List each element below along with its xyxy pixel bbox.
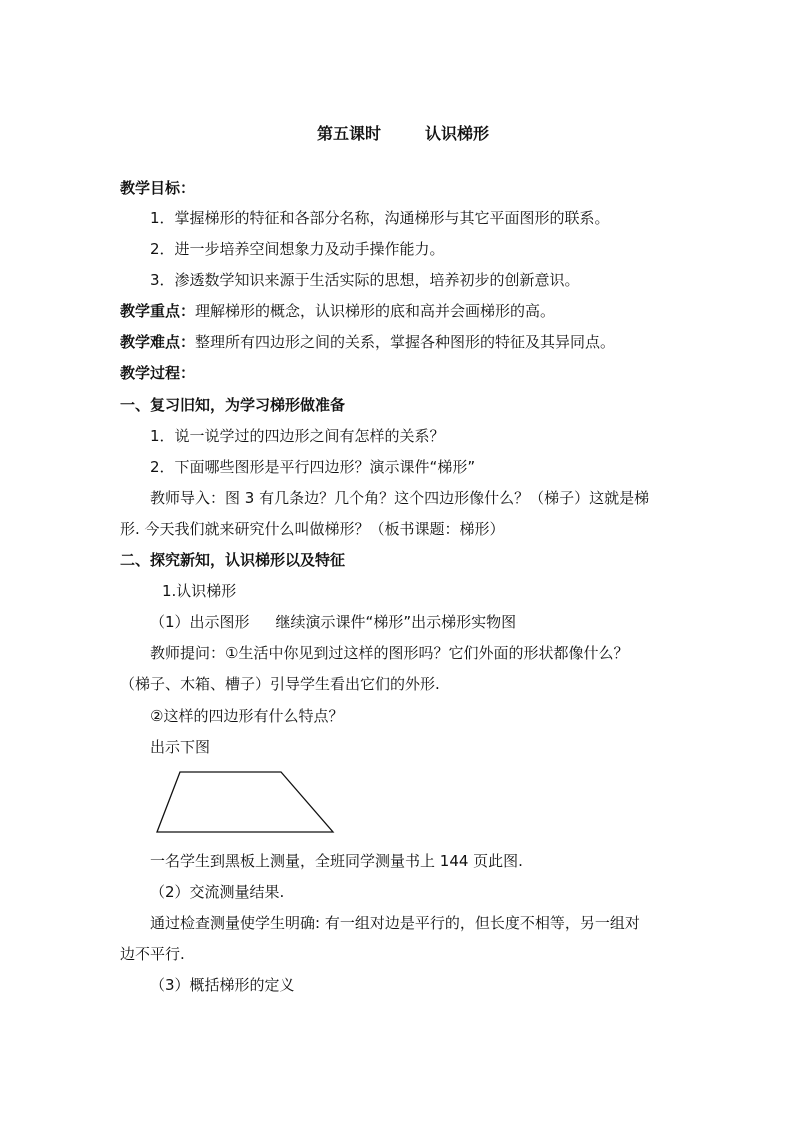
key-point-label: 教学重点： bbox=[120, 302, 196, 320]
trapezoid-shape bbox=[157, 772, 333, 832]
goal-item-2: 2．进一步培养空间想象力及动手操作能力。 bbox=[150, 240, 445, 258]
step-1-text: 继续演示课件“梯形”出示梯形实物图 bbox=[275, 613, 517, 631]
key-point-text: 理解梯形的概念，认识梯形的底和高并会画梯形的高。 bbox=[195, 302, 556, 320]
goal-item-3: 3．渗透数学知识来源于生活实际的思想，培养初步的创新意识。 bbox=[150, 271, 580, 289]
section1-intro-line-2: 形. 今天我们就来研究什么叫做梯形？（板书课题：梯形） bbox=[120, 520, 505, 538]
conclusion-line-2: 边不平行. bbox=[120, 945, 185, 963]
lesson-number: 第五课时 bbox=[317, 124, 382, 143]
teacher-question-line-1: 教师提问：①生活中你见到过这样的图形吗？它们外面的形状都像什么？ bbox=[150, 644, 629, 662]
difficulty bbox=[120, 332, 615, 352]
section1-question-2: 2．下面哪些图形是平行四边形？演示课件“梯形” bbox=[150, 458, 476, 476]
goals-heading: 教学目标： bbox=[120, 179, 196, 197]
trapezoid-figure bbox=[153, 767, 337, 837]
lesson-topic: 认识梯形 bbox=[425, 124, 490, 143]
step-1-label: （1）出示图形 bbox=[150, 613, 250, 631]
show-figure-text: 出示下图 bbox=[150, 738, 211, 756]
section1-heading: 一、复习旧知，为学习梯形做准备 bbox=[120, 396, 346, 414]
difficulty-label: 教学难点： bbox=[120, 333, 196, 351]
section2-step-2: （2）交流测量结果. bbox=[150, 883, 285, 901]
conclusion-line-1: 通过检查测量使学生明确: 有一组对边是平行的，但长度不相等，另一组对 bbox=[150, 914, 640, 932]
section1-intro-line-1: 教师导入：图 3 有几条边？几个角？这个四边形像什么？（梯子）这就是梯 bbox=[150, 489, 650, 507]
section1-question-1: 1．说一说学过的四边形之间有怎样的关系？ bbox=[150, 427, 445, 445]
feature-question: ②这样的四边形有什么特点？ bbox=[150, 707, 344, 725]
section2-subheading-1: 1.认识梯形 bbox=[162, 582, 237, 600]
section2-step-3: （3）概括梯形的定义 bbox=[150, 976, 295, 994]
process-heading: 教学过程： bbox=[120, 364, 196, 382]
page-title bbox=[317, 124, 489, 144]
measure-text: 一名学生到黑板上测量，全班同学测量书上 144 页此图. bbox=[150, 852, 523, 870]
teacher-question-line-2: （梯子、木箱、槽子）引导学生看出它们的外形. bbox=[120, 675, 440, 693]
key-point bbox=[120, 301, 555, 321]
goal-item-1: 1．掌握梯形的特征和各部分名称，沟通梯形与其它平面图形的联系。 bbox=[150, 209, 610, 227]
section2-step-1 bbox=[150, 612, 516, 632]
section2-heading: 二、探究新知，认识梯形以及特征 bbox=[120, 551, 346, 569]
difficulty-text: 整理所有四边形之间的关系，掌握各种图形的特征及其异同点。 bbox=[195, 333, 616, 351]
